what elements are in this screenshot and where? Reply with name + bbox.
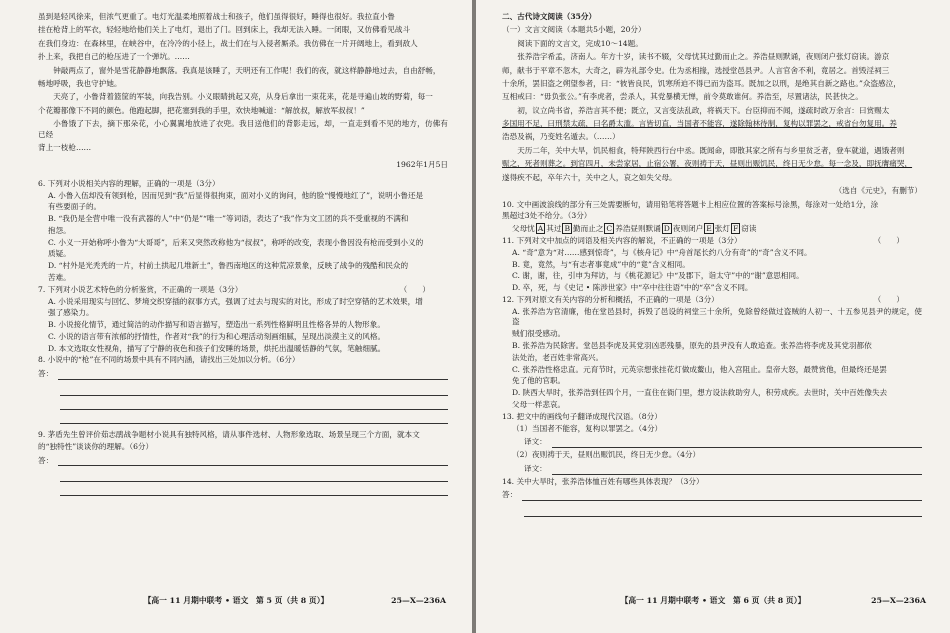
passage-source: （选自《元史》，有删节）: [834, 185, 922, 195]
section-title: 二、古代诗文阅读（35分）: [502, 12, 597, 21]
segment-text: 夜则闭户: [672, 224, 704, 234]
story-paragraph: 小鲁饿了下去，摘下那朵花，小心翼翼地放进了衣兜。我目送他们的背影走远，却，一直走到看不见的地方，仿佛有已经: [38, 119, 448, 139]
page-5-content: [38, 12, 448, 496]
passage-line: 互相戒曰：“毋负张公。”有李虎者，尝杀人，其党暴横无惮，前令莫敢谁何。养浩至，尽置诸法，民甚快之。: [502, 92, 863, 102]
footer-title: 【高一 11 月期中联考 • 语文 第 6 页（共 8 页）】: [620, 596, 806, 605]
break-box-a[interactable]: A: [537, 224, 544, 234]
passage-line: 遂得疾不起，卒年六十，关中之人，哀之如失父母。: [502, 172, 677, 182]
question-6-option: 有些要面子的。: [48, 202, 102, 212]
story-paragraph: 在我们身边：在森林里，在峡谷中，在冷冷的小径上，战士们在与入侵者厮杀。我仿佛在一片开阔地上，看到敌人: [38, 38, 418, 48]
question-12-option: C. 张养浩性格忠直。元育节时，元英宗想张挂花灯做成鳌山，他入宫阻止。皇帝大怒，最赞赏他，但最终还是罢: [512, 364, 887, 374]
passage-line: 初，议立尚书省，养浩言其不便；既立，又言变法乱政，将祸天下。台臣抑而不闻，遂疏时政万余言：曰赏赐太: [517, 105, 890, 115]
question-12-option: B. 张养浩为民除害。堂邑县李虎及其党羽凶恶残暴，原先的县尹没有人敢追查。张养浩将李虎及其党羽都依: [512, 341, 872, 351]
answer-line[interactable]: [58, 457, 448, 466]
passage-line: 浩恐及祸，乃变姓名遁去。（……）: [502, 132, 620, 142]
segment-text: 勤而止之: [573, 224, 604, 234]
question-11-text: 11. 下列对文中加点的词语及相关内容的解说，不正确的一项是（3分）: [502, 236, 742, 245]
translation-2-line[interactable]: [524, 464, 922, 475]
story-paragraph: 挂在枪背上的军衣，轻轻地给他们关上了电灯，退出了门。回到床上，我却无法入睡。一闭眼，又仿佛看见战斗: [38, 25, 411, 35]
question-12-option: A. 张养浩为官清廉，他在堂邑县时，拆毁了邑设的祠堂三十余所，免除曾经做过盗贼的人初一、十五参见县尹的规定，使盗: [512, 306, 922, 327]
question-6-option: 质疑。: [48, 249, 71, 259]
question-13-sub-2: （2）夜则祷于天，昼则出赈饥民，终日无少怠。（4分）: [512, 450, 701, 460]
question-9-answer-line[interactable]: [38, 456, 448, 467]
question-11-option: B. 竟，竟然，与“有志者事竟成”中的“竟”含义相同。: [512, 259, 690, 269]
translation-label: 译文：: [524, 463, 547, 473]
question-6-stem: 6. 下列对小说相关内容的理解，正确的一项是（3分）: [38, 178, 220, 188]
answer-line[interactable]: [60, 482, 448, 496]
break-box-e[interactable]: E: [706, 224, 712, 234]
story-paragraph: 畅地呼吸，我也守护她。: [38, 78, 122, 88]
story-paragraph: 扑上来，我把自己的枪压进了一个弹坑。……: [38, 52, 190, 62]
question-11-stem: [502, 236, 922, 247]
passage-line: 天历二年，关中大旱，饥民相食，特拜陕西行台中丞。既闻命，即散其家之所有与乡里贫乏者，登车就道，遇饿者则: [517, 145, 905, 155]
question-11-option: C. 谢，谢，往，引申为拜访，与《桃花源记》中“及郡下，诣太守”中的“谢”意思相同。: [512, 271, 804, 281]
question-7-stem: [38, 285, 448, 296]
answer-line[interactable]: [60, 410, 448, 424]
story-paragraph: 钟敲两点了，窗外是雪花静静地飘落。我真是该睡了，天明还有工作呢！我们的夜，就这样静静地过去，自由舒畅，: [53, 65, 441, 75]
question-12-stem: [502, 295, 922, 306]
answer-bracket: （ ）: [873, 236, 904, 245]
question-12-option: D. 陕西大旱时，张养浩到任四个月，一直住在衙门里，想方设法救助穷人，积劳成疾。去世时，关中百姓像失去: [512, 388, 888, 398]
passage-line: 师，献书于平章不忽木，大奇之，辟为礼部令史。仕为丞相掾，选授堂邑县尹。人言官舍不利，竟居之。首毁淫祠三: [502, 65, 890, 75]
break-box-c[interactable]: C: [606, 224, 613, 234]
page-6-content: [502, 12, 922, 517]
answer-line[interactable]: [522, 492, 922, 501]
question-6-option: C. 小义一开始称呼小鲁为“大哥哥”，后来又突然改称他为“叔叔”，称呼的改变，表现小鲁因没有枪而受到小义的: [48, 237, 424, 247]
question-8-answer-line[interactable]: [38, 369, 448, 380]
question-14-answer-line[interactable]: [502, 490, 922, 501]
segment-text: 养浩昼则默诵: [615, 224, 661, 234]
answer-line[interactable]: [60, 382, 448, 396]
question-6-option: 苦难。: [48, 272, 71, 282]
answer-label: 答：: [502, 490, 518, 500]
answer-label: 答：: [38, 369, 54, 379]
story-paragraph: 背上一枝枪……: [38, 143, 92, 153]
question-13-sub-1: （1）当国者不能容，复构以罪罢之。（4分）: [512, 423, 663, 433]
answer-bracket: （ ）: [873, 294, 904, 304]
exam-page-5: [0, 0, 472, 633]
question-7-option: B. 小说接化情节，通过简洁的动作描写和语言描写，塑造出一系列性格鲜明且性格各异的人物形象。: [48, 320, 385, 330]
answer-line[interactable]: [60, 396, 448, 410]
break-box-f[interactable]: F: [733, 224, 739, 234]
question-8-stem: 8. 小说中的“枪”在不同的场景中具有不同内涵，请找出三处加以分析。（6分）: [38, 355, 300, 365]
segment-text: 张灯: [714, 224, 730, 234]
question-9-stem-cont: 的“独特性”谈谈你的理解。（6分）: [38, 441, 154, 451]
answer-line[interactable]: [524, 503, 922, 517]
question-7-option: 强了感染力。: [48, 308, 94, 318]
story-date: 1962年1月5日: [396, 159, 448, 169]
exam-page-6: [476, 0, 950, 633]
question-13-stem: 13. 把文中的画线句子翻译成现代汉语。（8分）: [502, 411, 662, 421]
answer-line[interactable]: [552, 439, 922, 448]
question-14-stem: 14. 关中大旱时，张养浩体恤百姓有哪些具体表现？（3分）: [502, 476, 704, 486]
break-box-b[interactable]: B: [564, 224, 571, 234]
segment-text: 其过: [546, 224, 562, 234]
passage-line-underlined: 赈之，死者则葬之。到官四月，未尝家居，止宿公署，夜则祷于天，昼则出赈饥民，终日无少怠。每一念及，即抚膺痛哭，: [502, 159, 913, 169]
question-7-option: C. 小说的语言带有浓郁的抒情性，作者对“我”的行为和心理活动刻画细腻，呈现出淡漠主义的风格。: [48, 331, 386, 341]
story-paragraph: 虽到是轻风徐来，但浓气更重了。电灯光温柔地照着战士和孩子，他们虽得很好，睡得也很好。我拉直小鲁: [38, 12, 395, 21]
question-11-option: D. 卒，死，与《史记 • 陈涉世家》中“卒中往往语”中的“卒”含义不同。: [512, 283, 753, 293]
footer-code: 25—X—236A: [391, 596, 446, 605]
question-12-option: 贼们很受感动。: [512, 329, 566, 339]
answer-line[interactable]: [552, 466, 922, 475]
question-10-stem: 10. 文中画波浪线的部分有三处需要断句，请用铅笔将答题卡上相应位置的答案标号涂黑，每涂对一处给1分，涂: [502, 199, 879, 209]
question-10-segmentation: [512, 223, 922, 235]
question-12-text: 12. 下列对原文有关内容的分析和概括，不正确的一项是（3分）: [502, 294, 719, 304]
passage-line: 十余所，罢旧盗之朔望参者，曰：“彼皆良民，饥寒所迫不得已而为盗耳。既加之以刑，是绝其自新之路也。”众盗感泣，: [502, 78, 901, 88]
question-7-text: 7. 下列对小说艺术特色的分析鉴赏，不正确的一项是（3分）: [38, 284, 243, 294]
answer-bracket: （ ）: [399, 284, 430, 294]
question-12-option: 免了他的官职。: [512, 376, 566, 386]
question-12-option: 法处治，老百姓非常高兴。: [512, 352, 604, 362]
question-6-option: 抱怨。: [48, 225, 71, 235]
translation-label: 译文：: [524, 437, 547, 447]
passage-line-underlined: 多国用不足，曰刑禁太疏，曰名爵太滥。言皆切直，当国者不能容，遂除翰林待制，复构以罪罢之，戒省台勿复用。养: [502, 119, 897, 128]
question-6-option: A. 小鲁入伍却没有领到枪，因而见到“我”后显得很拘束，面对小义的询问，他的脸“慢慢地红了”，说明小鲁还是: [48, 190, 424, 200]
question-6-option: D. “村外是光秃秃的一片，村前土拱起几堆新土”，鲁西南地区的这种荒凉景象，反映了战争的残酷和民众的: [48, 261, 409, 271]
translation-1-line[interactable]: [524, 437, 922, 448]
segment-text: 窃读: [741, 224, 757, 234]
question-7-option: A. 小说采用现实与回忆、梦境交织穿插的叙事方式，强调了过去与现实的对比，形成了时空穿错的艺术效果，增: [48, 296, 423, 306]
subsection-title: （一）文言文阅读（本题共5小题，20分）: [502, 25, 646, 35]
story-paragraph: 个花瓣都像下不同的颜色。他跑起脚，把花塞到我的手里，欢快地喊道：“解放叔，解放军叔叔！”: [38, 105, 365, 115]
question-6-option: B. “我仍是全营中唯一没有武器的人”中“仍是”“唯一”等词语，表达了“我”作为文工团的兵不受重视的不满和: [48, 214, 409, 224]
question-11-option: A. “奇”意为“对……感到惊奇”，与《核舟记》中“舟首尾长约八分有奇”的“奇”含义不同。: [512, 247, 812, 257]
answer-label: 答：: [38, 455, 54, 465]
reading-instruction: 阅读下面的文言文，完成10～14题。: [517, 38, 643, 48]
question-12-option: 父母一样悲哀。: [512, 399, 566, 409]
story-paragraph: 天亮了，小鲁背着篮筐的军装，向我告别。小义眼睛挑起又亮，从身后拿出一束花来，花是寻遍山坡的野菊，每一: [53, 92, 433, 102]
answer-line[interactable]: [60, 468, 448, 482]
question-9-stem: 9. 茅盾先生曾评价茹志鹃战争题材小说具有独特风格，请从事件选材、人物形象选取、场景呈现三个方面，就本文: [38, 430, 420, 439]
footer-code: 25—X—236A: [871, 596, 926, 605]
footer-title: 【高一 11 月期中联考 • 语文 第 5 页（共 8 页）】: [143, 596, 329, 605]
answer-line[interactable]: [58, 371, 448, 380]
question-10-stem-cont: 黑超过3处不给分。（3分）: [502, 211, 592, 221]
segment-text: 父母忧: [512, 224, 535, 234]
question-7-option: D. 本文选取女性视角，描写了宁静的夜色和孩子们安睡的场景，烘托出温暖恬静的气氛，笔触细腻。: [48, 343, 386, 353]
break-box-d[interactable]: D: [663, 224, 670, 234]
passage-line: 张养浩字希孟，济南人。年方十岁，读书不辍，父母忧其过勤而止之。养浩昼则默诵，夜则闭户张灯窃读。游京: [517, 52, 890, 62]
